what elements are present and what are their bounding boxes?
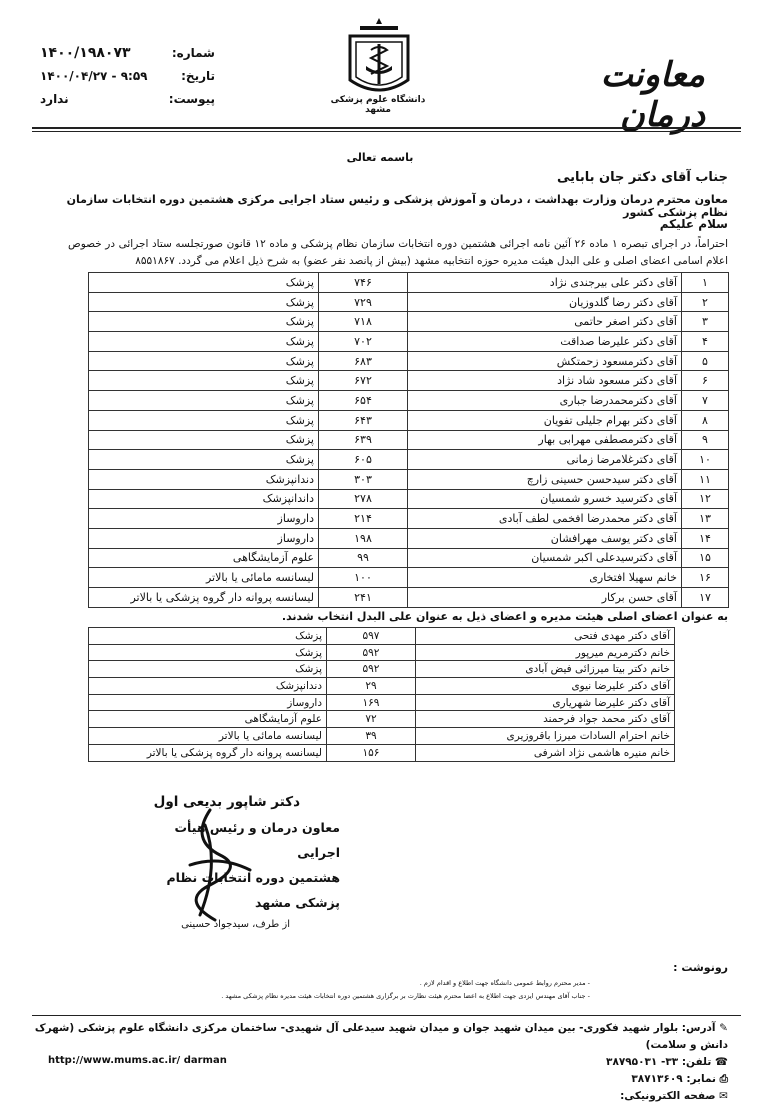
profession: داروساز <box>89 528 319 548</box>
signatory-title-2: هشتمین دوره انتخابات نظام پزشکی مشهد <box>166 870 340 910</box>
row-number: ۱۶ <box>682 568 729 588</box>
cc-list <box>180 977 590 1003</box>
profession: لیسانسه پروانه دار گروه پزشکی یا بالاتر <box>89 588 319 608</box>
table-row <box>89 410 729 430</box>
table-row <box>89 371 729 391</box>
row-number: ۹ <box>682 430 729 450</box>
member-name: آقای حسن برکار <box>408 588 682 608</box>
profession: داروساز <box>89 694 327 711</box>
table-row <box>89 528 729 548</box>
member-name: خانم سهیلا افتخاری <box>408 568 682 588</box>
profession: پزشک <box>89 391 319 411</box>
vote-count: ۱۰۰ <box>319 568 408 588</box>
row-number: ۵ <box>682 351 729 371</box>
member-name: آقای دکتر علی بیرجندی نژاد <box>408 273 682 293</box>
row-number: ۱۳ <box>682 509 729 529</box>
greeting: سلام علیکم <box>659 217 728 231</box>
recipient: جناب آقای دکتر جان بابایی <box>556 170 728 185</box>
profession: علوم آزمایشگاهی <box>89 548 319 568</box>
table-row <box>89 711 675 728</box>
date-value: ۱۴۰۰/۰۴/۲۷ - ۹:۵۹ <box>40 69 148 83</box>
table-row <box>89 548 729 568</box>
table-row <box>89 391 729 411</box>
attachment-label: پیوست: <box>168 92 215 106</box>
profession: لیسانسه مامائی یا بالاتر <box>89 568 319 588</box>
profession: لیسانسه مامائی یا بالاتر <box>89 728 327 745</box>
signature-block <box>130 790 340 915</box>
member-name: آقای دکتر بهرام جلیلی تفویان <box>408 410 682 430</box>
vote-count: ۷۲ <box>327 711 416 728</box>
vote-count: ۳۹ <box>327 728 416 745</box>
member-name: آقای دکتر یوسف مهرافشان <box>408 528 682 548</box>
vote-count: ۱۶۹ <box>327 694 416 711</box>
row-number: ۴ <box>682 332 729 352</box>
footer-divider <box>32 1015 741 1016</box>
signatory-name: دکتر شاپور بدیعی اول <box>153 794 300 810</box>
profession: پزشک <box>89 371 319 391</box>
row-number: ۲ <box>682 292 729 312</box>
table-row <box>89 489 729 509</box>
vote-count: ۵۹۲ <box>327 661 416 678</box>
recipient-title: معاون محترم درمان وزارت بهداشت ، درمان و آموزش پزشکی و رئیس ستاد اجرایی مرکزی هشتمین دوره انتخابات سازمان نظام پزشکی کشور <box>66 193 728 219</box>
vote-count: ۷۰۲ <box>319 332 408 352</box>
table-row <box>89 644 675 661</box>
vote-count: ۷۲۹ <box>319 292 408 312</box>
vote-count: ۶۸۳ <box>319 351 408 371</box>
row-number: ۶ <box>682 371 729 391</box>
table-row <box>89 469 729 489</box>
profession: پزشک <box>89 450 319 470</box>
vote-count: ۲۷۸ <box>319 489 408 509</box>
table-row <box>89 351 729 371</box>
vote-count: ۲۹ <box>327 678 416 695</box>
profession: پزشک <box>89 644 327 661</box>
member-name: آقای دکتر علیرضا نیوی <box>416 678 675 695</box>
row-number: ۱۲ <box>682 489 729 509</box>
profession: پزشک <box>89 312 319 332</box>
table-row <box>89 273 729 293</box>
table-row <box>89 694 675 711</box>
vote-count: ۵۹۲ <box>327 644 416 661</box>
footer-fax: ⎙ نمابر: ۳۸۷۱۳۶۰۹ <box>631 1073 728 1085</box>
row-number: ۱۵ <box>682 548 729 568</box>
member-name: آقای دکترغلامرضا زمانی <box>408 450 682 470</box>
header-divider <box>32 127 741 129</box>
vote-count: ۱۵۶ <box>327 744 416 761</box>
member-name: آقای دکترمسعود زحمتکش <box>408 351 682 371</box>
profession: پزشک <box>89 430 319 450</box>
table-row <box>89 509 729 529</box>
vote-count: ۶۳۹ <box>319 430 408 450</box>
member-name: آقای دکتر سیدحسن حسینی زارچ <box>408 469 682 489</box>
table-row <box>89 332 729 352</box>
table-row <box>89 568 729 588</box>
table-row <box>89 588 729 608</box>
table-row <box>89 430 729 450</box>
footer-email-label: ✉ صفحه الکترونیکی: <box>620 1090 728 1102</box>
university-caption: دانشگاه علوم پزشکی مشهد <box>330 95 426 115</box>
profession: داندانپزشک <box>89 489 319 509</box>
row-number: ۱۱ <box>682 469 729 489</box>
member-name: آقای دکتر علیرضا صداقت <box>408 332 682 352</box>
profession: علوم آزمایشگاهی <box>89 711 327 728</box>
attachment-value: ندارد <box>40 92 69 106</box>
table-row <box>89 744 675 761</box>
cc-title: رونوشت : <box>673 961 728 974</box>
member-name: آقای دکترسیدعلی اکبر شمسیان <box>408 548 682 568</box>
signatory-title-1: معاون درمان و رئیس هیأت اجرایی <box>174 820 340 860</box>
table-row <box>89 450 729 470</box>
row-number: ۱۷ <box>682 588 729 608</box>
profession: دندانپزشک <box>89 678 327 695</box>
main-members-table <box>88 272 729 608</box>
number-label: شماره: <box>171 46 215 60</box>
member-name: خانم دکتر بیتا میرزائی فیض آبادی <box>416 661 675 678</box>
table-row <box>89 661 675 678</box>
vote-count: ۶۵۴ <box>319 391 408 411</box>
profession: پزشک <box>89 292 319 312</box>
vote-count: ۷۴۶ <box>319 273 408 293</box>
vote-count: ۲۴۱ <box>319 588 408 608</box>
proxy-note: از طرف، سیدجواد حسینی <box>181 919 290 930</box>
number-value: ۱۴۰۰/۱۹۸۰۷۳ <box>40 45 131 61</box>
member-name: آقای دکتر اصغر حاتمی <box>408 312 682 332</box>
cc-item: - مدیر محترم روابط عمومی دانشگاه جهت اطلاع و اقدام لازم . <box>419 979 590 987</box>
row-number: ۳ <box>682 312 729 332</box>
table-row <box>89 292 729 312</box>
letter-meta <box>40 42 215 111</box>
table-row <box>89 728 675 745</box>
cc-item: - جناب آقای مهندس ایزدی جهت اطلاع به اعضا محترم هیئت نظارت بر برگزاری هشتمین دوره انتخابات هیئت مدیره نظام پزشکی مشهد . <box>221 992 590 1000</box>
member-name: آقای دکتر رضا گلدوزیان <box>408 292 682 312</box>
member-name: آقای دکترسید خسرو شمسیان <box>408 489 682 509</box>
profession: داروساز <box>89 509 319 529</box>
intro-paragraph: احتراماً، در اجرای تبصره ۱ ماده ۲۶ آئین نامه اجرائی هشتمین دوره انتخابات سازمان نظام پزشکی و ماده ۱۲ قانون صورتجلسه ستاد اجرائی در خصوص اعلام اسامی اعضای اصلی و علی البدل هیئت مدیره حوزه انتخابیه مشهد (بیش از پانصد نفر عضو) به شرح ذیل اعلام می گردد. ۸۵۵۱۸۶۷ <box>68 238 728 267</box>
row-number: ۸ <box>682 410 729 430</box>
row-number: ۱۴ <box>682 528 729 548</box>
alternate-members-table <box>88 627 675 762</box>
member-name: آقای دکتر محمدرضا افخمی لطف آبادی <box>408 509 682 529</box>
profession: پزشک <box>89 351 319 371</box>
profession: دندانپزشک <box>89 469 319 489</box>
member-name: آقای دکترمحمدرضا جباری <box>408 391 682 411</box>
profession: پزشک <box>89 332 319 352</box>
profession: پزشک <box>89 410 319 430</box>
alternates-caption: به عنوان اعضای اصلی هیئت مدیره و اعضای ذیل به عنوان علی البدل انتخاب شدند. <box>281 610 728 623</box>
member-name: خانم احترام السادات میرزا باقروزیری <box>416 728 675 745</box>
member-name: آقای دکتر مسعود شاد نژاد <box>408 371 682 391</box>
footer-phone: ☎ تلفن: ۳۳- ۳۸۷۹۵۰۳۱ <box>606 1056 728 1068</box>
footer-address: ✎ آدرس: بلوار شهید فکوری- بین میدان شهید جوان و میدان شهید سیدعلی آل شهیدی- ساختمان مرکزی دانشگاه علوم پزشکی (شهرک دانش و سلامت) <box>34 1022 728 1051</box>
department-title: معاونت درمان <box>600 55 705 135</box>
profession: پزشک <box>89 661 327 678</box>
vote-count: ۷۱۸ <box>319 312 408 332</box>
website-link[interactable]: http://www.mums.ac.ir/ darman <box>48 1055 227 1066</box>
vote-count: ۳۰۳ <box>319 469 408 489</box>
profession: پزشک <box>89 628 327 645</box>
member-name: خانم منیره هاشمی نژاد اشرفی <box>416 744 675 761</box>
member-name: خانم دکترمریم میرپور <box>416 644 675 661</box>
header-divider-thin <box>32 131 741 132</box>
member-name: آقای دکترمصطفی مهرابی بهار <box>408 430 682 450</box>
vote-count: ۹۹ <box>319 548 408 568</box>
profession: پزشک <box>89 273 319 293</box>
member-name: آقای دکتر محمد جواد فرحمند <box>416 711 675 728</box>
member-name: آقای دکتر علیرضا شهریاری <box>416 694 675 711</box>
table-row <box>89 628 675 645</box>
table-row <box>89 678 675 695</box>
profession: لیسانسه پروانه دار گروه پزشکی یا بالاتر <box>89 744 327 761</box>
vote-count: ۱۹۸ <box>319 528 408 548</box>
row-number: ۱ <box>682 273 729 293</box>
vote-count: ۵۹۷ <box>327 628 416 645</box>
date-label: تاریخ: <box>181 69 215 83</box>
vote-count: ۶۰۵ <box>319 450 408 470</box>
table-row <box>89 312 729 332</box>
row-number: ۱۰ <box>682 450 729 470</box>
row-number: ۷ <box>682 391 729 411</box>
vote-count: ۶۷۲ <box>319 371 408 391</box>
salutation: باسمه تعالی <box>346 151 414 164</box>
member-name: آقای دکتر مهدی فتحی <box>416 628 675 645</box>
vote-count: ۲۱۴ <box>319 509 408 529</box>
vote-count: ۶۴۳ <box>319 410 408 430</box>
